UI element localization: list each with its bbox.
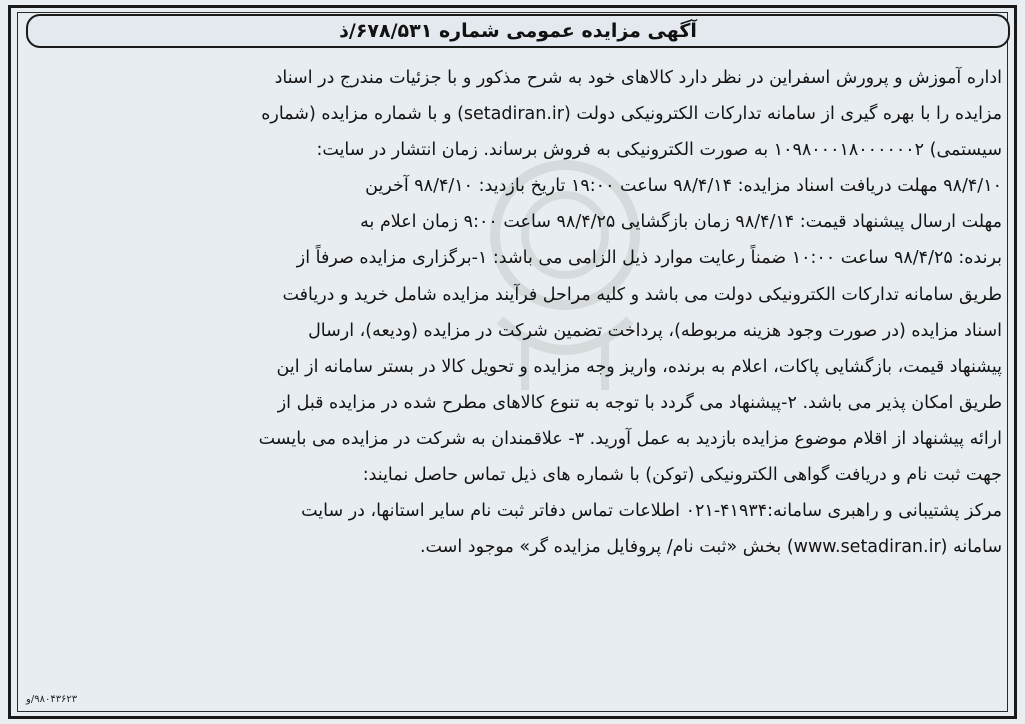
title-banner [26, 14, 1010, 48]
body-line: جهت ثبت نام و دریافت گواهی الکترونیکی (توکن) با شماره های ذیل تماس حاصل نمایند: [362, 465, 1002, 486]
body-line: مزایده را با بهره گیری از سامانه تدارکات الکترونیکی دولت (setadiran.ir) و با شماره مزایده (شماره [261, 104, 1002, 125]
body-line: سامانه (www.setadiran.ir) بخش «ثبت نام/ پروفایل مزایده گر» موجود است. [419, 537, 1002, 558]
body-line: اداره آموزش و پرورش اسفراین در نظر دارد کالاهای خود به شرح مذکور و با جزئیات مندرج در اسناد [274, 68, 1002, 88]
body-line: طریق سامانه تدارکات الکترونیکی دولت می باشد و کلیه مراحل فرآیند مزایده شامل خرید و دریافت [282, 284, 1002, 305]
body-line: سیستمی) ۱۰۹۸۰۰۰۱۸۰۰۰۰۰۰۲ به صورت الکترونیکی به فروش برساند. زمان انتشار در سایت: [316, 140, 1002, 161]
reference-code: ۹۸۰۴۳۶۲۳/و [26, 694, 78, 705]
body-line: ۹۸/۴/۱۰ مهلت دریافت اسناد مزایده: ۹۸/۴/۱۴ ساعت ۱۹:۰۰ تاریخ بازدید: ۹۸/۴/۱۰ آخرین [365, 176, 1002, 197]
auction-title: آگهی مزایده عمومی شماره ۶۷۸/۵۳۱/ذ [339, 20, 697, 42]
body-line: برنده: ۹۸/۴/۲۵ ساعت ۱۰:۰۰ ضمناً رعایت موارد ذیل الزامی می باشد: ۱-برگزاری مزایده صرفاً از [296, 248, 1002, 269]
body-line: ارائه پیشنهاد از اقلام موضوع مزایده بازدید به عمل آورید. ۳- علاقمندان به شرکت در مزایده می بایست [258, 428, 1002, 449]
body-line: طریق امکان پذیر می باشد. ۲-پیشنهاد می گردد با توجه به تنوع کالاهای مطرح شده در مزایده قبل از [277, 392, 1002, 413]
body-line: مرکز پشتیبانی و راهبری سامانه:۴۱۹۳۴-۰۲۱ اطلاعات تماس دفاتر ثبت نام سایر استانها، در سایت [301, 501, 1002, 522]
body-line: مهلت ارسال پیشنهاد قیمت: ۹۸/۴/۱۴ زمان بازگشایی ۹۸/۴/۲۵ ساعت ۹:۰۰ زمان اعلام به [360, 212, 1002, 233]
body-line: پیشنهاد قیمت، بازگشایی پاکات، اعلام به برنده، واریز وجه مزایده و تحویل کالا در بستر سامانه از این [276, 356, 1002, 377]
auction-body [30, 60, 1002, 565]
body-line: اسناد مزایده (در صورت وجود هزینه مربوطه)، پرداخت تضمین شرکت در مزایده (ودیعه)، ارسال [308, 320, 1002, 341]
